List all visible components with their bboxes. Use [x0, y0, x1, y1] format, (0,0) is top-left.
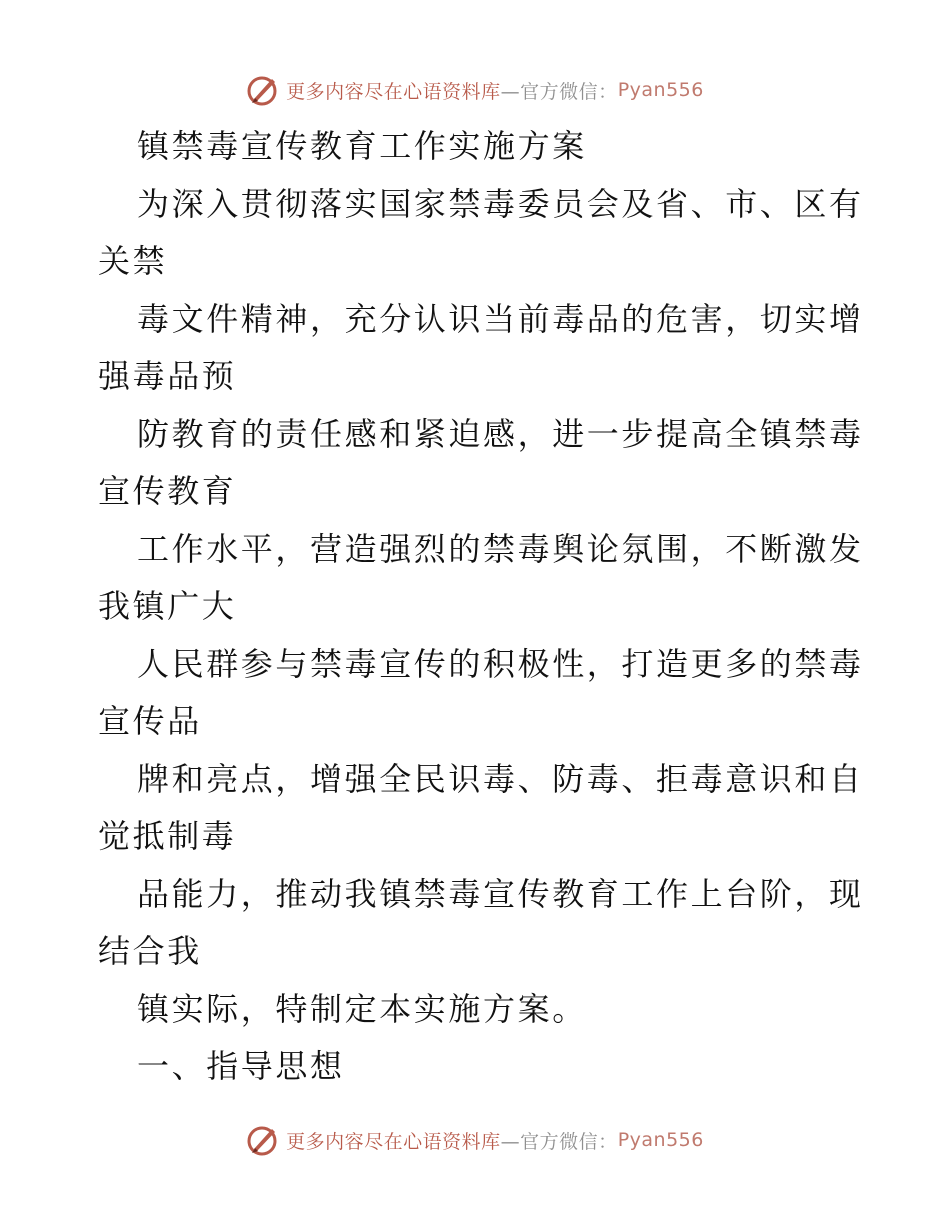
- document-body: [98, 118, 864, 1096]
- quill-pen-icon: [246, 1123, 280, 1157]
- body-line: 觉抵制毒: [98, 817, 237, 855]
- footer-watermark-banner: [0, 1120, 950, 1160]
- document-title: 镇禁毒宣传教育工作实施方案: [137, 127, 587, 165]
- brand-text: 更多内容尽在心语资料库: [286, 1130, 501, 1153]
- wechat-id: Pyan556: [617, 1129, 704, 1151]
- body-line: 人民群参与禁毒宣传的积极性，打造更多的禁毒: [137, 644, 864, 683]
- body-line: 镇实际，特制定本实施方案。: [137, 989, 587, 1028]
- body-line: 工作水平，营造强烈的禁毒舆论氛围，不断激发: [137, 529, 864, 568]
- body-line: 宣传教育: [98, 472, 237, 510]
- body-line: 品能力，推动我镇禁毒宣传教育工作上台阶，现: [137, 874, 864, 913]
- body-line: 宣传品: [98, 702, 202, 740]
- body-line: 关禁: [98, 242, 168, 280]
- wechat-id: Pyan556: [617, 79, 704, 101]
- brand-text: 更多内容尽在心语资料库: [286, 80, 501, 103]
- body-line: 强毒品预: [98, 357, 237, 395]
- body-line: 毒文件精神，充分认识当前毒品的危害，切实增: [137, 299, 864, 338]
- body-line: 结合我: [98, 932, 202, 970]
- body-line: 牌和亮点，增强全民识毒、防毒、拒毒意识和自: [137, 759, 864, 798]
- section-heading: 一、指导思想: [137, 1047, 345, 1085]
- official-wechat-label: —官方微信：: [500, 80, 618, 103]
- quill-pen-icon: [246, 73, 280, 107]
- body-line: 我镇广大: [98, 587, 237, 625]
- official-wechat-label: —官方微信：: [500, 1130, 618, 1153]
- body-line: 防教育的责任感和紧迫感，进一步提高全镇禁毒: [137, 414, 864, 453]
- header-watermark-banner: [0, 70, 950, 110]
- body-line: 为深入贯彻落实国家禁毒委员会及省、市、区有: [137, 184, 864, 223]
